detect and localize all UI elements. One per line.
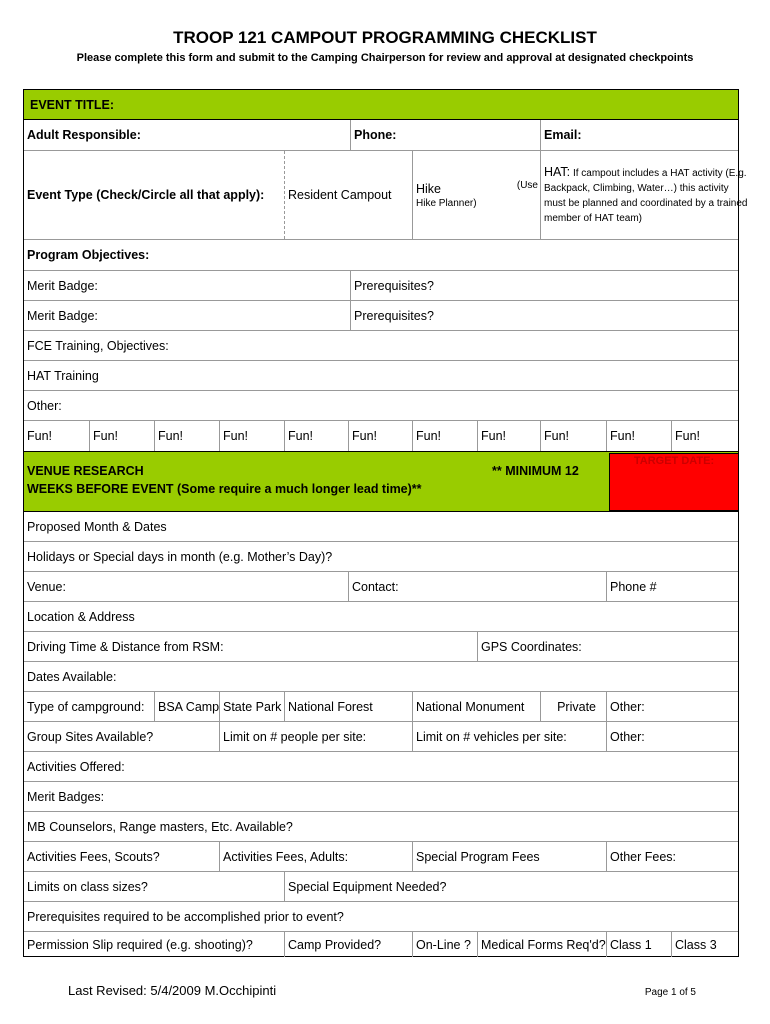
- use-label: (Use: [516, 180, 538, 191]
- merit-badge-row-1: [24, 271, 738, 301]
- medical-forms-field[interactable]: Medical Forms Req'd?: [477, 932, 606, 957]
- other-fees-field[interactable]: Other Fees:: [606, 842, 740, 871]
- minimum-weeks-note: ** MINIMUM 12: [492, 464, 579, 478]
- holidays-field[interactable]: Holidays or Special days in month (e.g. Mother’s Day)?: [27, 549, 333, 564]
- location-row: [24, 602, 738, 632]
- venue-research-heading: VENUE RESEARCH: [27, 464, 144, 478]
- merit-badges-row: [24, 782, 738, 812]
- resident-campout-option[interactable]: Resident Campout: [284, 151, 412, 239]
- permission-row: [24, 932, 738, 957]
- online-option[interactable]: On-Line ?: [412, 932, 477, 957]
- other-field[interactable]: Other:: [27, 398, 62, 413]
- prerequisites-field-1[interactable]: Prerequisites?: [350, 271, 740, 300]
- special-equipment-field[interactable]: Special Equipment Needed?: [284, 872, 740, 901]
- hat-option[interactable]: [540, 151, 748, 239]
- page-number: Page 1 of 5: [644, 987, 696, 998]
- dates-available-row: [24, 662, 738, 692]
- fun-cell[interactable]: Fun!: [284, 421, 348, 451]
- hat-training-row: [24, 361, 738, 391]
- proposed-dates-row: [24, 512, 738, 542]
- email-field[interactable]: Email:: [540, 120, 740, 150]
- fun-row: [24, 421, 738, 452]
- fun-cell[interactable]: Fun!: [219, 421, 284, 451]
- contact-field[interactable]: Contact:: [348, 572, 606, 601]
- proposed-dates-field[interactable]: Proposed Month & Dates: [27, 519, 167, 534]
- holidays-row: [24, 542, 738, 572]
- fun-cell[interactable]: Fun!: [540, 421, 606, 451]
- phone-field[interactable]: Phone:: [350, 120, 540, 150]
- hike-planner-label: Hike Planner): [416, 197, 477, 209]
- state-park-option[interactable]: State Park: [219, 692, 284, 721]
- special-fees-field[interactable]: Special Program Fees: [412, 842, 606, 871]
- event-title-label[interactable]: EVENT TITLE:: [30, 97, 115, 112]
- national-forest-option[interactable]: National Forest: [284, 692, 412, 721]
- venue-research-subheading: WEEKS BEFORE EVENT (Some require a much longer lead time)**: [27, 482, 422, 496]
- event-type-row: [24, 151, 748, 240]
- page-subtitle: Please complete this form and submit to the Camping Chairperson for review and approval at designated checkpoints: [76, 52, 694, 64]
- checklist-form: [23, 89, 748, 957]
- target-date-box[interactable]: [609, 453, 739, 511]
- national-monument-option[interactable]: National Monument: [412, 692, 540, 721]
- hat-note-2: Backpack, Climbing, Water…) this activity: [544, 182, 729, 194]
- class-limits-field[interactable]: Limits on class sizes?: [27, 879, 148, 894]
- class-3-option[interactable]: Class 3: [671, 932, 740, 957]
- other-row: [24, 391, 738, 421]
- merit-badges-field[interactable]: Merit Badges:: [27, 789, 105, 804]
- campground-type-label: Type of campground:: [27, 699, 145, 714]
- hat-training-field[interactable]: HAT Training: [27, 368, 99, 383]
- dates-available-field[interactable]: Dates Available:: [27, 669, 117, 684]
- adult-responsible-field[interactable]: Adult Responsible:: [27, 128, 141, 142]
- page-title: TROOP 121 CAMPOUT PROGRAMMING CHECKLIST: [173, 28, 597, 47]
- activities-field[interactable]: Activities Offered:: [27, 759, 125, 774]
- venue-field[interactable]: Venue:: [27, 579, 66, 594]
- merit-badge-field-1[interactable]: Merit Badge:: [27, 278, 98, 293]
- driving-row: [24, 632, 738, 662]
- campground-other-field[interactable]: Other:: [606, 692, 740, 721]
- fun-cell[interactable]: Fun!: [89, 421, 154, 451]
- hike-option[interactable]: [412, 151, 540, 239]
- venue-row: [24, 572, 738, 602]
- class-limits-row: [24, 872, 738, 902]
- activities-row: [24, 752, 738, 782]
- fees-adults-field[interactable]: Activities Fees, Adults:: [219, 842, 412, 871]
- fun-cell[interactable]: Fun!: [671, 421, 740, 451]
- adult-row: [24, 120, 738, 151]
- hat-note-1: If campout includes a HAT activity (E.g.: [572, 167, 747, 179]
- merit-badge-row-2: [24, 301, 738, 331]
- group-other-field[interactable]: Other:: [606, 722, 740, 751]
- merit-badge-field-2[interactable]: Merit Badge:: [27, 308, 98, 323]
- hat-title: HAT:: [544, 164, 571, 179]
- group-sites-field[interactable]: Group Sites Available?: [27, 729, 154, 744]
- prereqs-event-field[interactable]: Prerequisites required to be accomplished prior to event?: [27, 909, 344, 924]
- fce-training-field[interactable]: FCE Training, Objectives:: [27, 338, 169, 353]
- bsa-camp-option[interactable]: BSA Camp: [154, 692, 219, 721]
- hat-note-4: member of HAT team): [544, 212, 642, 224]
- limit-vehicles-field[interactable]: Limit on # vehicles per site:: [412, 722, 606, 751]
- fun-cell[interactable]: Fun!: [27, 429, 53, 443]
- venue-phone-field[interactable]: Phone #: [606, 572, 740, 601]
- fun-cell[interactable]: Fun!: [606, 421, 671, 451]
- last-revised: Last Revised: 5/4/2009 M.Occhipinti: [68, 983, 277, 998]
- class-1-option[interactable]: Class 1: [606, 932, 671, 957]
- fun-cell[interactable]: Fun!: [477, 421, 540, 451]
- mb-counselors-field[interactable]: MB Counselors, Range masters, Etc. Available?: [27, 819, 293, 834]
- location-field[interactable]: Location & Address: [27, 609, 135, 624]
- group-sites-row: [24, 722, 738, 752]
- program-objectives-row: [24, 240, 738, 271]
- event-type-label: Event Type (Check/Circle all that apply):: [27, 188, 265, 202]
- fce-row: [24, 331, 738, 361]
- target-date-label: TARGET DATE:: [633, 455, 715, 467]
- prereqs-event-row: [24, 902, 738, 932]
- fees-row: [24, 842, 738, 872]
- program-objectives-label: Program Objectives:: [27, 248, 150, 262]
- hat-note-3: must be planned and coordinated by a trained: [544, 197, 748, 209]
- venue-research-header: [24, 452, 738, 512]
- fun-cell[interactable]: Fun!: [154, 421, 219, 451]
- private-option[interactable]: Private: [540, 692, 606, 721]
- prerequisites-field-2[interactable]: Prerequisites?: [350, 301, 740, 330]
- fun-cell[interactable]: Fun!: [412, 421, 477, 451]
- campground-type-row: [24, 692, 738, 722]
- mb-counselors-row: [24, 812, 738, 842]
- gps-field[interactable]: GPS Coordinates:: [477, 632, 740, 661]
- hike-label: Hike: [416, 181, 442, 196]
- fees-scouts-field[interactable]: Activities Fees, Scouts?: [27, 849, 160, 864]
- permission-slip-field[interactable]: Permission Slip required (e.g. shooting)?: [27, 937, 253, 952]
- event-title-row: [24, 90, 738, 120]
- driving-time-field[interactable]: Driving Time & Distance from RSM:: [27, 639, 224, 654]
- limit-people-field[interactable]: Limit on # people per site:: [219, 722, 412, 751]
- fun-cell[interactable]: Fun!: [348, 421, 412, 451]
- camp-provided-option[interactable]: Camp Provided?: [284, 932, 412, 957]
